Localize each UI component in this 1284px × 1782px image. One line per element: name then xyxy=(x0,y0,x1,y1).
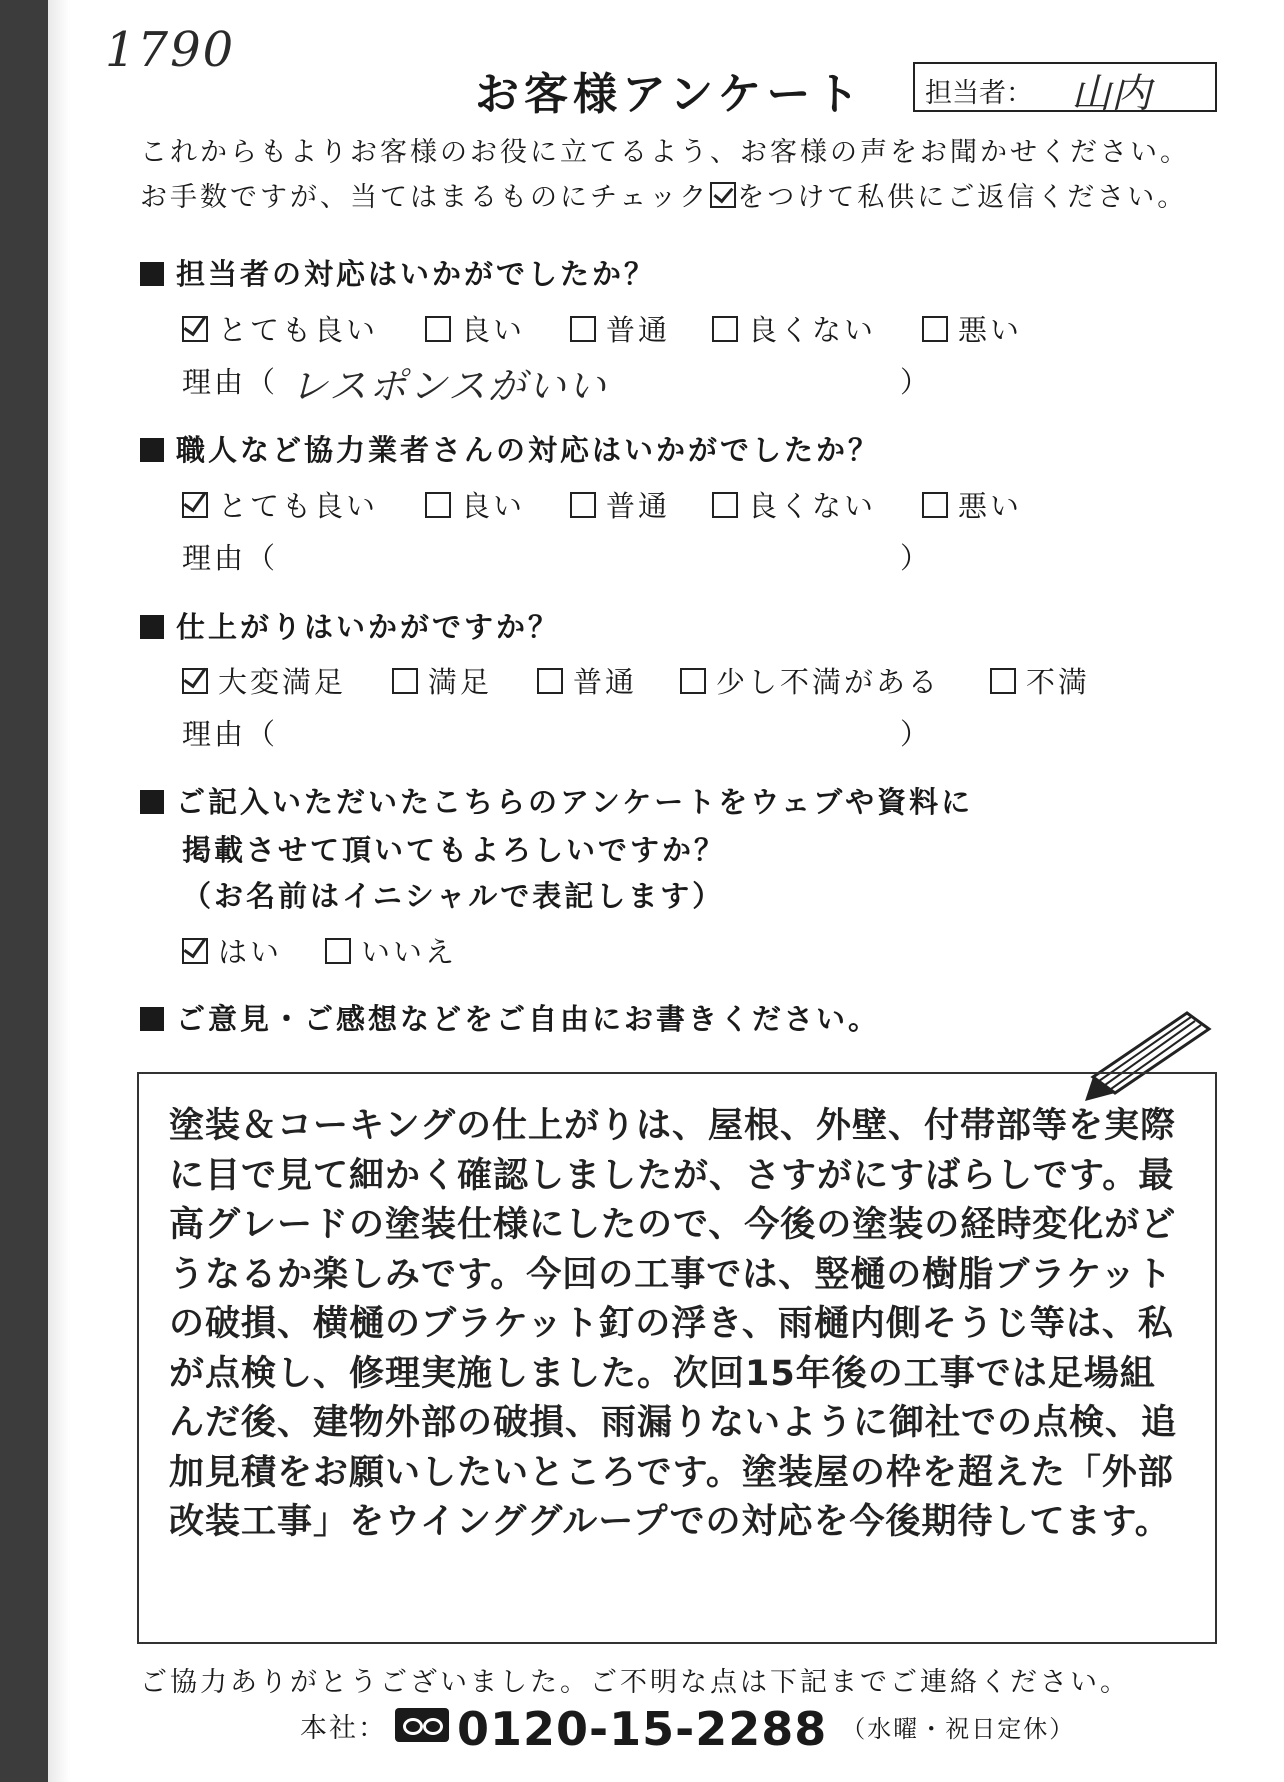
viewer-sidebar xyxy=(0,0,48,1782)
staff-label: 担当者： xyxy=(925,78,1033,109)
staff-box xyxy=(913,62,1217,117)
q2-option-1[interactable]: とても良い xyxy=(182,484,378,525)
checkbox-checked[interactable] xyxy=(182,938,208,964)
comment-box[interactable] xyxy=(137,1072,1217,1644)
q3-option-5[interactable]: 不満 xyxy=(990,660,1090,701)
q1-option-4[interactable]: 良くない xyxy=(712,308,876,349)
intro-line-2-before: お手数ですが、当てはまるものにチェック xyxy=(140,182,710,213)
q3-option-4[interactable]: 少し不満がある xyxy=(680,660,940,701)
checkbox[interactable] xyxy=(922,316,948,342)
q1-option-2[interactable]: 良い xyxy=(425,308,525,349)
question-3-text: 仕上がりはいかがですか？ xyxy=(176,610,561,644)
free-dial-icon xyxy=(395,1708,449,1742)
checkbox[interactable] xyxy=(922,492,948,518)
q3-reason-label: 理由（ xyxy=(182,717,279,751)
hq-label: 本社： xyxy=(300,1713,387,1744)
q4-option-no[interactable]: いいえ xyxy=(325,930,457,971)
footer-contact xyxy=(300,1702,1075,1756)
question-4-line-2: 掲載させて頂いてもよろしいですか？ xyxy=(182,833,727,867)
checkbox-checked[interactable] xyxy=(182,316,208,342)
question-3 xyxy=(140,605,560,646)
q2-option-4[interactable]: 良くない xyxy=(712,484,876,525)
checkbox[interactable] xyxy=(990,668,1016,694)
q2-reason-label: 理由（ xyxy=(182,541,279,575)
checkbox[interactable] xyxy=(570,316,596,342)
q2-option-2[interactable]: 良い xyxy=(425,484,525,525)
bullet-square-icon xyxy=(140,262,164,286)
checkbox[interactable] xyxy=(425,492,451,518)
question-4 xyxy=(140,780,973,821)
checkbox[interactable] xyxy=(712,316,738,342)
intro-line-1: これからもよりお客様のお役に立てるよう、お客様の声をお聞かせください。 xyxy=(140,137,1190,168)
question-4-line-1: ご記入いただいたこちらのアンケートをウェブや資料に xyxy=(176,785,974,819)
q2-option-5[interactable]: 悪い xyxy=(922,484,1022,525)
checkbox-checked[interactable] xyxy=(182,492,208,518)
question-5 xyxy=(140,997,880,1038)
question-5-text: ご意見・ご感想などをご自由にお書きください。 xyxy=(176,1002,881,1036)
phone-number[interactable]: 0120-15-2288 xyxy=(457,1702,828,1756)
question-1-text: 担当者の対応はいかがでしたか？ xyxy=(176,257,657,291)
comment-text: 塗装＆コーキングの仕上がりは、屋根、外壁、付帯部等を実際に目で見て細かく確認しましたが、さすがにすばらしです。最高グレードの塗装仕様にしたので、今後の塗装の経時変化がどうなるか楽しみです。今回の工事では、竪樋の樹脂ブラケットの破損、横樋のブラケット釘の浮き、雨樋内側そうじ等は、私が点検し、修理実施しました。次回15年後の工事では足場組んだ後、建物外部の破損、雨漏りないように御社での点検、追加見積をお願いしたいところです。塗装屋の枠を超えた「外部改装工事」をウインググループでの対応を今後期待してます。 xyxy=(169,1106,1178,1542)
q3-option-1[interactable]: 大変満足 xyxy=(182,660,346,701)
q1-option-5[interactable]: 悪い xyxy=(922,308,1022,349)
staff-name: 山内 xyxy=(1071,71,1151,117)
footer-thanks: ご協力ありがとうございました。ご不明な点は下記までご連絡ください。 xyxy=(140,1667,1130,1698)
question-2-text: 職人など協力業者さんの対応はいかがでしたか？ xyxy=(176,433,881,467)
page-title: お客様アンケート xyxy=(475,69,865,120)
checkbox[interactable] xyxy=(570,492,596,518)
q1-option-1[interactable]: とても良い xyxy=(182,308,378,349)
closed-days: （水曜・祝日定休） xyxy=(841,1715,1076,1743)
checkbox-checked[interactable] xyxy=(182,668,208,694)
q3-option-2[interactable]: 満足 xyxy=(392,660,492,701)
bullet-square-icon xyxy=(140,790,164,814)
checkbox[interactable] xyxy=(537,668,563,694)
form-number: 1790 xyxy=(105,22,236,78)
checkbox[interactable] xyxy=(680,668,706,694)
question-1 xyxy=(140,252,656,293)
viewer-sidebar-edge xyxy=(48,0,70,1782)
q2-option-3[interactable]: 普通 xyxy=(570,484,670,525)
bullet-square-icon xyxy=(140,1007,164,1031)
check-mark-icon xyxy=(710,182,736,208)
bullet-square-icon xyxy=(140,615,164,639)
bullet-square-icon xyxy=(140,438,164,462)
q3-reason-close: ） xyxy=(900,717,930,751)
q4-option-yes[interactable]: はい xyxy=(182,930,282,971)
checkbox[interactable] xyxy=(392,668,418,694)
question-4-line-3: （お名前はイニシャルで表記します） xyxy=(182,879,725,913)
q1-reason-value[interactable]: レスポンスがいい xyxy=(290,364,608,408)
q3-option-3[interactable]: 普通 xyxy=(537,660,637,701)
q1-reason-label: 理由（ xyxy=(182,365,279,399)
checkbox[interactable] xyxy=(425,316,451,342)
intro-line-2 xyxy=(140,175,1187,214)
checkbox[interactable] xyxy=(325,938,351,964)
q1-reason-close: ） xyxy=(900,365,930,399)
q2-reason-close: ） xyxy=(900,541,930,575)
intro-line-2-after: をつけて私供にご返信ください。 xyxy=(737,182,1188,213)
question-2 xyxy=(140,428,880,469)
q1-option-3[interactable]: 普通 xyxy=(570,308,670,349)
checkbox[interactable] xyxy=(712,492,738,518)
